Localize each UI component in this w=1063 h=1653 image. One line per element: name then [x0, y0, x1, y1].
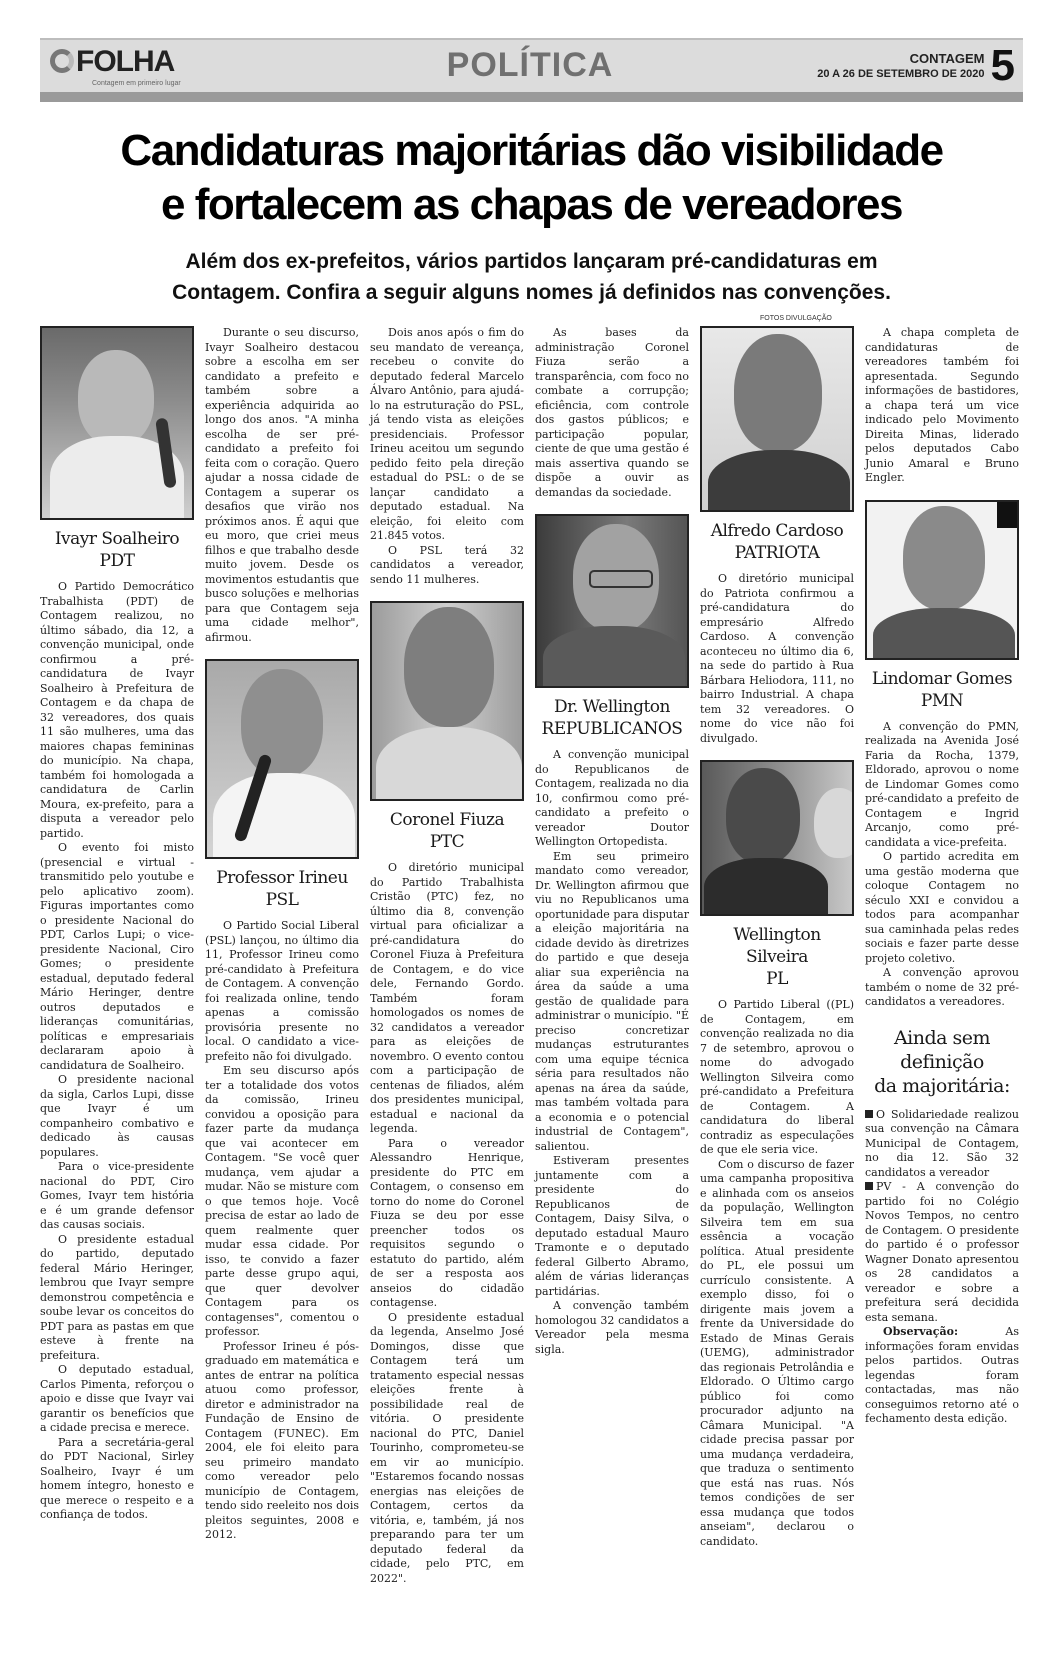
column-2 — [205, 326, 359, 1543]
square-bullet-icon — [865, 1110, 873, 1118]
masthead-divider — [40, 92, 1023, 102]
sidebar-list — [865, 1108, 1019, 1427]
paragraph: Em seu primeiro mandato como vereador, Dr. Wellington afirmou que viu no Republicanos uma oportunidade para disputar a eleição majoritária na cidade devido às diretrizes do partido e que deseja aliar sua experiência na área da saúde a uma gestão de qualidade para administrar o município. "É preciso concretizar mudanças estruturantes com uma equipe técnica séria para resultados não apenas na área da saúde, mas também voltada para a economia e o potencial industrial de Contagem", salientou. — [535, 849, 689, 1153]
caption-dr-wellington — [535, 696, 689, 740]
sidebar-title-line-1: Ainda sem definição — [893, 1026, 991, 1073]
paragraph: A convenção aprovou também o nome de 32 pré-candidatos a vereadores. — [865, 966, 1019, 1008]
column-1 — [40, 326, 194, 1523]
photo-coronel-fiuza — [370, 601, 524, 801]
paragraph: Em seu discurso após ter a totalidade dos votos da comissão, Irineu convidou a oposição para fazer parte da mudança que vai acontecer em Contagem. "Se você quer mudança, vem ajudar a mudar. Não se misture com o que temos hoje. Você precisa de estar ao lado de quem realmente quer mudar essa cidade. Por isso, te convido a fazer parte desse grupo aqui, que quer devolver Contagem para os contagenses", comentou o professor. — [205, 1064, 359, 1338]
headline-line-2: e fortalecem as chapas de vereadores — [161, 180, 902, 229]
paragraph: O PSL terá 32 candidatos a vereador, sendo 11 mulheres. — [370, 543, 524, 586]
logo-ring-icon — [50, 49, 74, 73]
article-lindomar-gomes — [865, 720, 1019, 1010]
candidate-party: REPUBLICANOS — [541, 719, 683, 739]
paragraph: Professor Irineu é pós-graduado em matemática e antes de entrar na política atuou como professor, diretor e administrador na Fundação de Ensino de Contagem (FUNEC). Em 2004, ele foi eleito para seu primeiro mandato como vereador pelo município de Contagem, tendo sido reeleito nos dois pleitos seguintes, 2008 e 2012. — [205, 1339, 359, 1541]
paragraph: O presidente estadual do partido, deputado federal Mário Heringer, lembrou que Ivayr sempre demonstrou competência e soube levar os conceitos do PDT para as pastas em que esteve à frente na prefeitura. — [40, 1232, 194, 1362]
paragraph: Com o discurso de fazer uma campanha propositiva e alinhada com os anseios da população, Wellington Silveira tem em sua essência a vocação política. Atual presidente do PL, ele possui um currículo consistente. A exemplo disso, foi o dirigente mais jovem a frente da Universidade do Estado de Minas Gerais (UEMG), administrador das regionais Petrolândia e Eldorado. O Último cargo público foi como procurador adjunto na Câmara Municipal. "A cidade precisa passar por uma mudança verdadeira, que traduza o sentimento que está nas ruas. Nós temos condições de ser essa mudança que todos anseiam", declarou o candidato. — [700, 1157, 854, 1548]
lindomar-photo-wrap — [865, 500, 1019, 660]
paragraph: A convenção também homologou 32 candidatos a Vereador pela mesma sigla. — [535, 1299, 689, 1356]
paragraph: Para o vereador Alessandro Henrique, presidente do PTC em Contagem, o consenso em torno do nome do Coronel Fiuza se deu por esse preencher todos os requisitos segundo o estatuto do partido, além de ser a resposta aos anseios do cidadão contagense. — [370, 1136, 524, 1309]
paragraph: As bases da administração Coronel Fiuza serão a transparência, com foco no combate a corrupção; eficiência, com controle dos gastos públicos; e participação popular, ciente de que uma gestão é mais assertiva quando se dispõe a ouvir as demandas da sociedade. — [535, 326, 689, 499]
article-professor-irineu-part-1 — [205, 919, 359, 1543]
sidebar-title — [865, 1026, 1019, 1098]
photo-wellington-silveira — [700, 760, 854, 916]
candidate-name: Professor Irineu — [216, 868, 348, 888]
candidate-name: Alfredo Cardoso — [710, 521, 844, 541]
photo-alfredo-cardoso — [700, 326, 854, 512]
paragraph: Estiveram presentes juntamente com a presidente do Republicanos de Contagem, Daisy Silva, o deputado estadual Mauro Tramonte e o deputado federal Gilberto Abramo, além de várias lideranças partidárias. — [535, 1154, 689, 1298]
column-6 — [865, 326, 1019, 1427]
candidate-name: Dr. Wellington — [553, 697, 670, 717]
sidebar-note — [865, 1325, 1019, 1427]
caption-alfredo-cardoso — [700, 520, 854, 564]
column-4 — [535, 326, 689, 1357]
paragraph: O partido acredita em uma gestão moderna que coloque Contagem no século XXI e convidou a todos para acompanhar sua caminhada pelas redes sociais e fazer parte desse projeto coletivo. — [865, 850, 1019, 965]
page-number: 5 — [990, 41, 1015, 90]
city-label: CONTAGEM — [909, 51, 985, 66]
caption-lindomar-gomes — [865, 668, 1019, 712]
paragraph: O diretório municipal do Patriota confirmou a pré-candidatura do empresário Alfredo Cardoso. A convenção aconteceu no último dia 6, na sede do partido à Rua Bárbara Heliodora, 111, no bairro Industrial. A chapa tem 32 vereadores. O nome do vice não foi divulgado. — [700, 572, 854, 745]
paragraph: O Partido Democrático Trabalhista (PDT) de Contagem realizou, no último sábado, dia 12, a convenção municipal, onde confirmou a pré-candidatura de Ivayr Soalheiro à Prefeitura de Contagem e da chapa de 32 vereadores, dos quais 11 são mulheres, uma das maiores chapas femininas do município. Na chapa, também foi homologada a candidatura de Carlin Moura, ex-prefeito, para a disputa a vereador pelo partido. — [40, 580, 194, 840]
candidate-party: PL — [766, 969, 788, 989]
caption-professor-irineu — [205, 867, 359, 911]
paragraph: A chapa completa de candidaturas de vereadores também foi apresentada. Segundo informações de bastidores, a chapa terá um vice indicado pelo Movimento Direita Minas, liderado pelos deputados Cabo Junio Amaral e Bruno Engler. — [865, 326, 1019, 484]
column-5 — [700, 326, 854, 1549]
logo-text: FOLHA — [76, 45, 175, 78]
photo-lindomar-gomes — [865, 500, 1019, 660]
article-coronel-fiuza-part-2 — [535, 326, 689, 500]
sidebar-item-text: O Solidariedade realizou sua convenção na Câmara Municipal de Contagem, no dia 12. São 32 candidatos a vereador — [865, 1107, 1019, 1179]
photo-professor-irineu — [205, 659, 359, 859]
paragraph: O Partido Social Liberal (PSL) lançou, no último dia 11, Professor Irineu como pré-candidato à Prefeitura de Contagem. A convenção foi realizada online, tendo apenas a comissão provisória presente no local. O candidato a vice-prefeito não foi divulgado. — [205, 919, 359, 1063]
newspaper-logo — [50, 46, 174, 78]
sidebar-item-text: PV - A convenção do partido foi no Colégio Novos Tempos, no centro de Contagem. O presidente do partido é o professor Wagner Donato apresentou os 28 candidatos a vereador e sobre a prefeitura será decidida esta semana. — [865, 1180, 1019, 1324]
article-ivayr-soalheiro-part-2 — [205, 326, 359, 645]
logo-tagline: Contagem em primeiro lugar — [92, 80, 181, 87]
paragraph: O Partido Liberal ((PL) de Contagem, em convenção realizada no dia 7 de setembro, aprovou o nome do advogado Wellington Silveira como pré-candidato a Prefeitura de Contagem. A candidatura do liberal contradiz as especulações de que ele seria vice. — [700, 998, 854, 1156]
candidate-party: PSL — [265, 890, 299, 910]
subheadline-line-1: Além dos ex-prefeitos, vários partidos lançaram pré-candidaturas em — [185, 250, 878, 273]
note-text: As informações foram envidas pelos partidos. Outras legendas foram contactadas, mas não conseguimos retorno até o fechamento desta edição. — [865, 1325, 1019, 1425]
candidate-name: Wellington Silveira — [733, 925, 821, 967]
photo-ivayr-soalheiro — [40, 326, 194, 520]
article-dr-wellington — [535, 748, 689, 1357]
paragraph: A convenção municipal do Republicanos de Contagem, realizada no dia 10, confirmou como pré-candidato a prefeito o vereador Doutor Wellington Ortopedista. — [535, 748, 689, 848]
paragraph: Para o vice-presidente nacional do PDT, Ciro Gomes, Ivayr tem história e é um grande defensor das causas sociais. — [40, 1160, 194, 1231]
candidate-party: PDT — [99, 551, 135, 571]
edition-info — [817, 42, 1015, 90]
caption-wellington-silveira — [700, 924, 854, 990]
caption-ivayr-soalheiro — [40, 528, 194, 572]
note-label: Observação: — [883, 1325, 959, 1338]
subheadline-line-2: Contagem. Confira a seguir alguns nomes já definidos nas convenções. — [172, 281, 891, 304]
paragraph: O deputado estadual, Carlos Pimenta, reforçou o apoio e disse que Ivayr vai garantir os benefícios que a cidade precisa e merece. — [40, 1363, 194, 1434]
sidebar-item — [865, 1108, 1019, 1181]
section-title: POLÍTICA — [446, 46, 614, 84]
sidebar-title-line-2: da majoritária: — [874, 1074, 1010, 1097]
article-coronel-fiuza-part-1 — [370, 861, 524, 1586]
edition-text — [817, 51, 984, 81]
paragraph: Para a secretária-geral do PDT Nacional, Sirley Soalheiro, Ivayr é um homem íntegro, honesto e que merece o respeito e a confiança de todos. — [40, 1435, 194, 1521]
square-bullet-icon — [865, 1182, 873, 1190]
photo-credit-row — [40, 314, 1023, 324]
article-columns — [40, 326, 1023, 1586]
article-ivayr-soalheiro-part-1 — [40, 580, 194, 1523]
candidate-name: Coronel Fiuza — [389, 810, 505, 830]
headline — [40, 124, 1023, 232]
sidebar-item — [865, 1180, 1019, 1325]
candidate-party: PTC — [429, 832, 465, 852]
paragraph: O diretório municipal do Partido Trabalhista Cristão (PTC) fez, no último dia 8, convenção virtual para oficializar a pré-candidatura do Coronel Fiuza à Prefeitura de Contagem, e do vice dele, Fernando Gordo. Também foram homologados os nomes de 32 candidatos a vereador para as eleições de novembro. O evento contou com a participação de centenas de filiados, além dos presidentes municipal, estadual e nacional da legenda. — [370, 861, 524, 1135]
column-3 — [370, 326, 524, 1586]
newspaper-page — [40, 0, 1023, 1616]
masthead — [40, 38, 1023, 92]
paragraph: O presidente estadual da legenda, Anselmo José Domingos, disse que Contagem terá um tratamento especial nessas eleições frente à possibilidade real de vitória. O presidente nacional do PTC, Daniel Tourinho, comprometeu-se em vir ao município. "Estaremos focando nossas energias nas eleições de Contagem, certos da vitória, e, também, já nos preparando para ter um deputado federal da cidade, pelo PTC, em 2022". — [370, 1310, 524, 1585]
candidate-name: Lindomar Gomes — [871, 668, 1013, 689]
paragraph: O presidente nacional da sigla, Carlos Lupi, disse que Ivayr é um companheiro combativo e dedicado às causas populares. — [40, 1073, 194, 1159]
paragraph: Durante o seu discurso, Ivayr Soalheiro destacou sobre a escolha em ser candidato a prefeito e também sobre a experiência adquirida ao longo dos anos. "A minha escolha de ser pré-candidato a prefeito foi feita com o coração. Quero ajudar a nossa cidade de Contagem a superar os desafios que virão nos próximos anos. É aqui que eu moro, que criei meus filhos e que trabalho desde muito jovem. Desde os movimentos estudantis que busco soluções e melhorias para que Contagem seja uma cidade melhor", afirmou. — [205, 326, 359, 644]
candidate-party: PMN — [920, 690, 964, 711]
edition-date: 20 A 26 DE SETEMBRO DE 2020 — [817, 68, 985, 80]
party-logo-fragment — [997, 502, 1019, 528]
candidate-party: PATRIOTA — [734, 543, 820, 563]
paragraph: A convenção do PMN, realizada na Avenida José Faria da Rocha, 1379, Eldorado, aprovou o nome de Lindomar Gomes como pré-candidato a prefeito de Contagem e Ingrid Arcanjo, como pré-candidata a vice-prefeita. — [865, 719, 1019, 849]
article-professor-irineu-part-2 — [370, 326, 524, 587]
article-alfredo-cardoso — [700, 572, 854, 746]
paragraph: O evento foi misto (presencial e virtual - transmitido pelo youtube e pelo aplicativo zoom). Figuras importantes como o presidente Nacional do PDT, Carlos Lupi; o vice-presidente Nacional, Ciro Gomes; o presidente estadual, deputado federal Mário Heringer, dentre outros deputados e lideranças comunitárias, políticas e empresariais declararam apoio à candidatura de Soalheiro. — [40, 841, 194, 1072]
headline-line-1: Candidaturas majoritárias dão visibilidade — [120, 126, 943, 175]
article-wellington-silveira-part-1 — [700, 998, 854, 1549]
article-wellington-silveira-part-2 — [865, 326, 1019, 486]
photo-credit: FOTOS DIVULGAÇÃO — [760, 315, 832, 322]
subheadline — [40, 246, 1023, 308]
caption-coronel-fiuza — [370, 809, 524, 853]
candidate-name: Ivayr Soalheiro — [54, 529, 180, 549]
photo-dr-wellington — [535, 514, 689, 688]
paragraph: Dois anos após o fim do seu mandato de vereança, recebeu o convite do deputado federal Marcelo Álvaro Antônio, para ajudá-lo na estruturação do PSL, já tendo vista as eleições presidenciais. Professor Irineu aceitou um segundo pedido feito pela direção estadual do PSL: o de se lançar candidato a deputado estadual. Na eleição, foi eleito com 21.845 votos. — [370, 326, 524, 542]
